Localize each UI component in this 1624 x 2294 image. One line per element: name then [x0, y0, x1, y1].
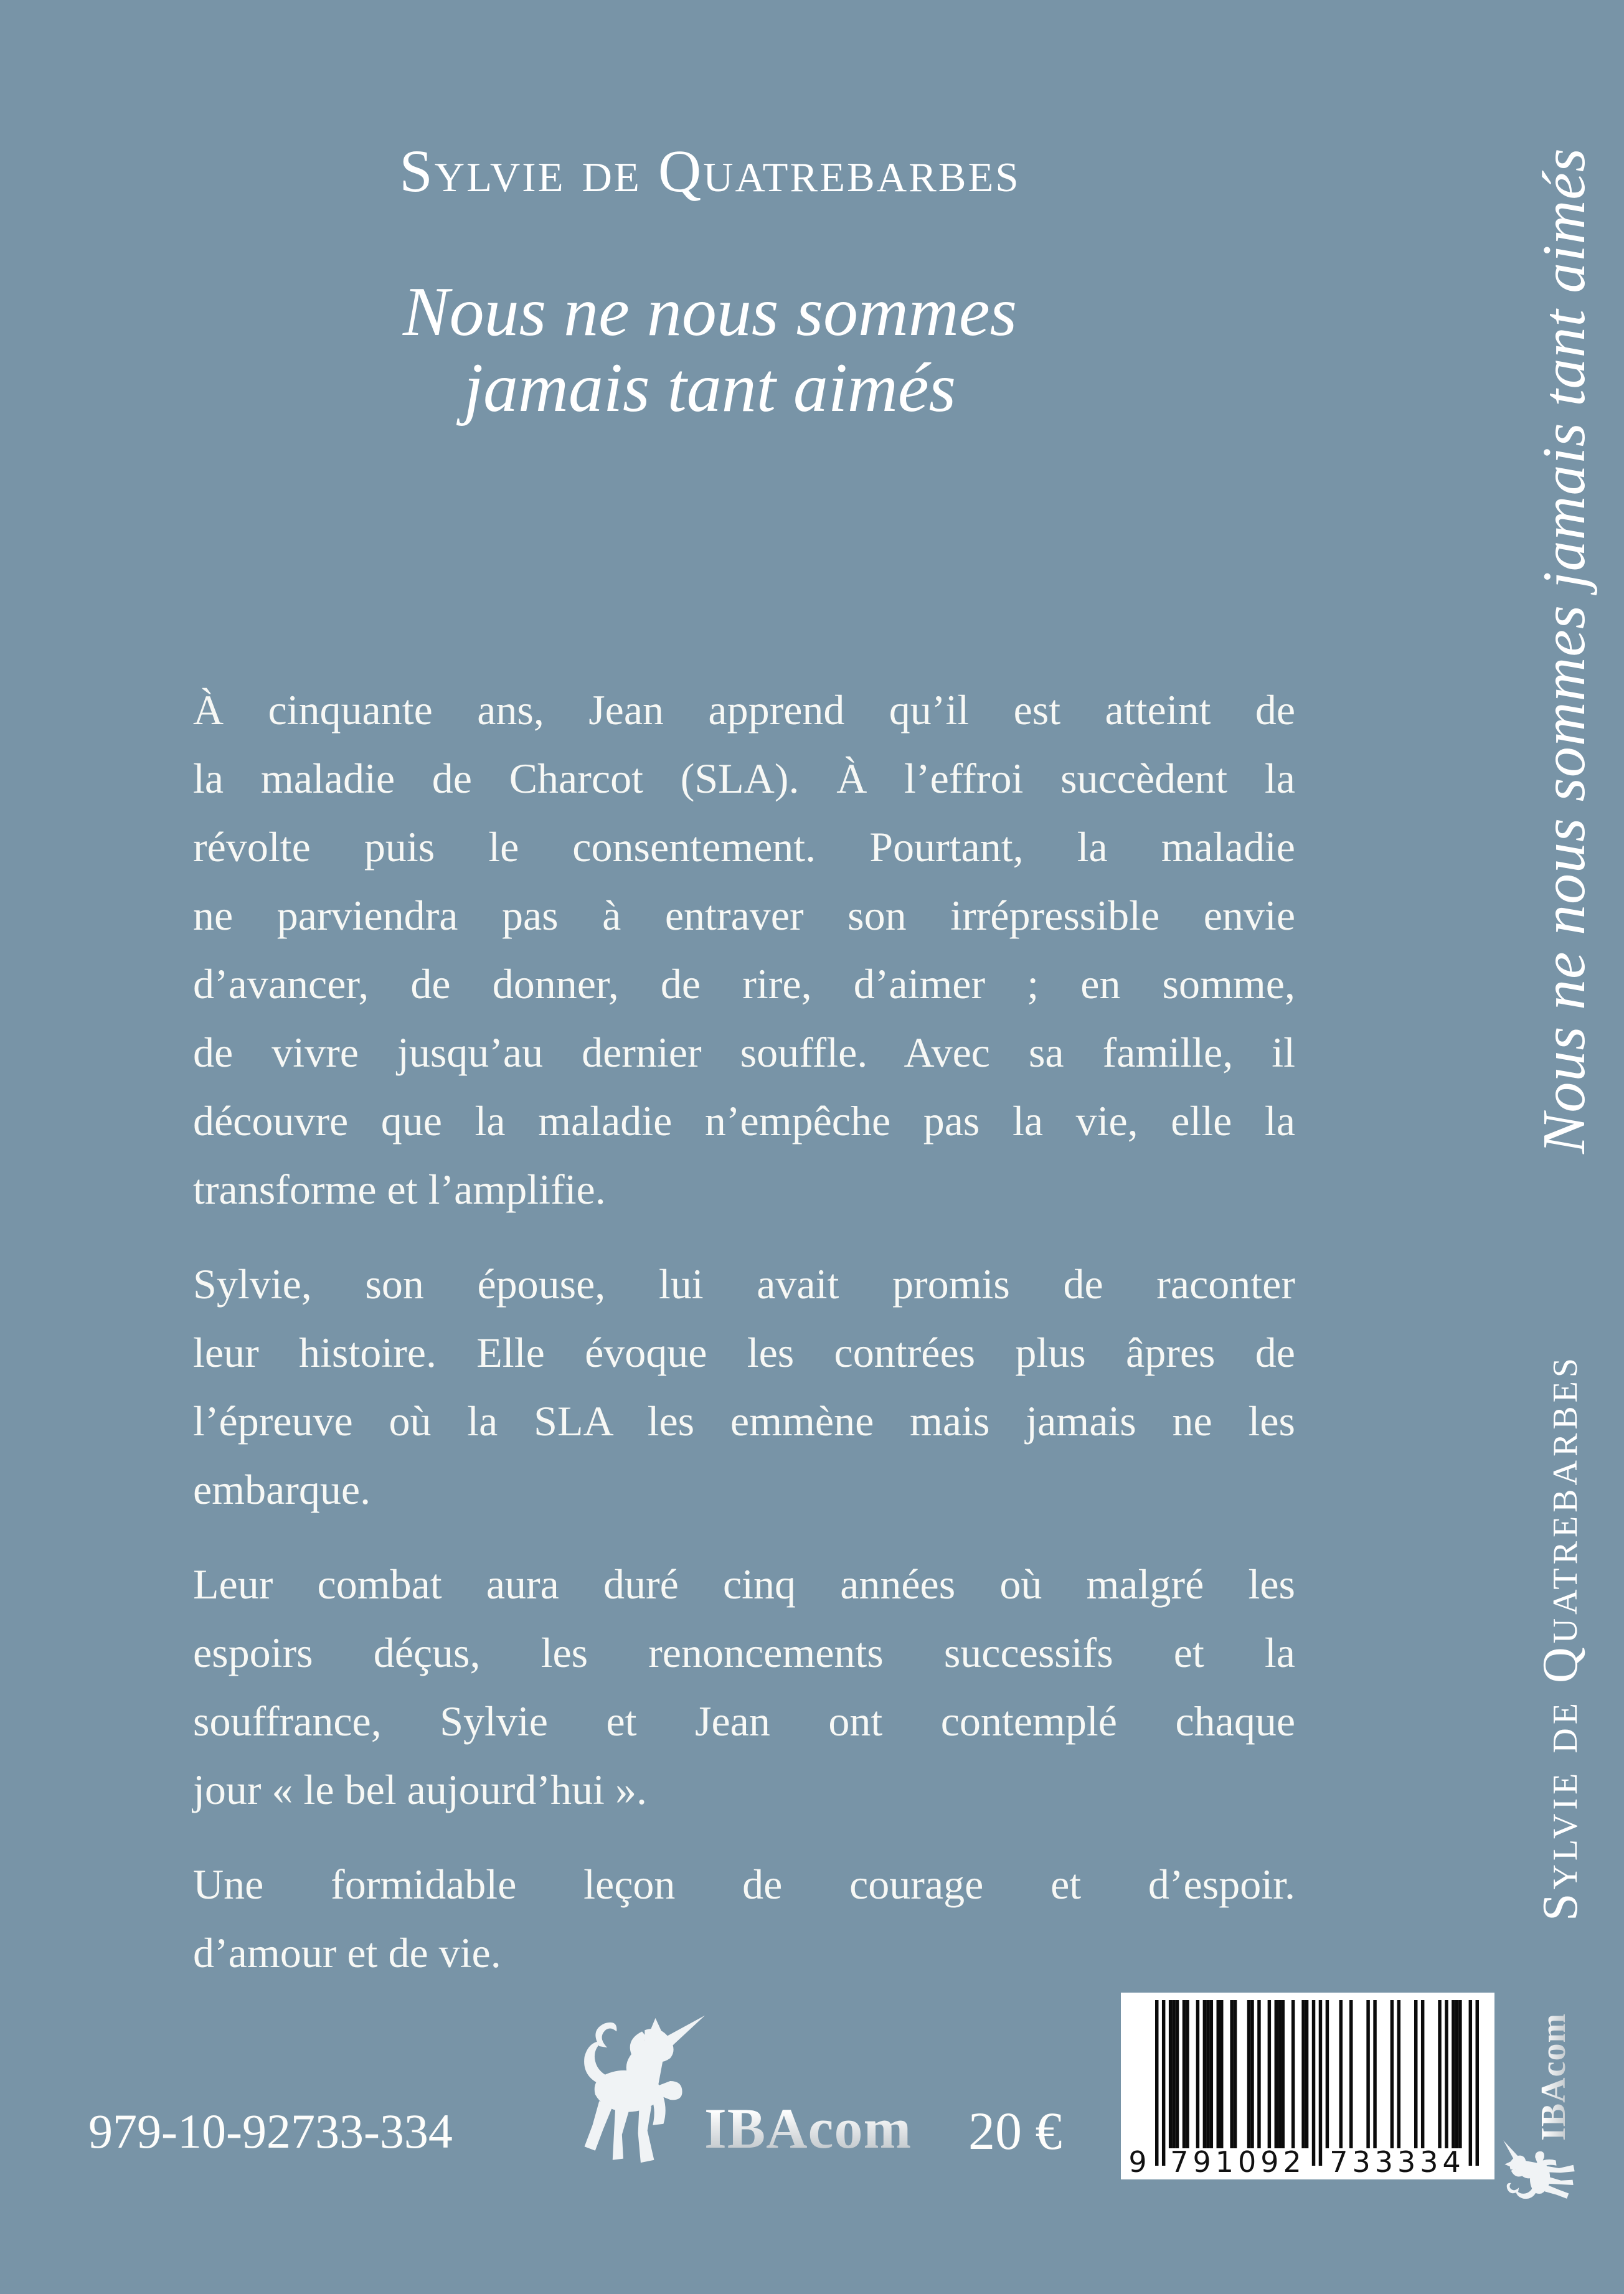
text-line: souffrance, Sylvie et Jean ont contemplé chaque [193, 1697, 1295, 1745]
text-line: d’avancer, de donner, de rire, d’aimer ; en somme, [193, 960, 1295, 1008]
unicorn-icon [579, 2010, 713, 2171]
text-line: découvre que la maladie n’empêche pas la vie, elle la [193, 1097, 1295, 1145]
text-line: embarque. [193, 1466, 371, 1513]
text-line: À cinquante ans, Jean apprend qu’il est atteint de [193, 686, 1295, 734]
back-cover-synopsis [193, 676, 1295, 2013]
spine-publisher-logo [1498, 2008, 1579, 2201]
publisher-name: IBAcom [704, 2097, 912, 2160]
spine-author: Sylvie de Quatrebarbes [1533, 1354, 1588, 1922]
front-author: Sylvie de Quatrebarbes [399, 138, 1021, 204]
front-title [193, 274, 1227, 426]
barcode-digits-right: 733334 [1329, 2145, 1465, 2179]
text-line: jour « le bel aujourd’hui ». [193, 1766, 647, 1813]
barcode-digits-left: 791092 [1170, 2145, 1306, 2179]
text-line: la maladie de Charcot (SLA). À l’effroi succèdent la [193, 755, 1295, 802]
text-line: Une formidable leçon de courage et d’espoir. [193, 1861, 1295, 1908]
publisher-logo [579, 2010, 912, 2171]
body-paragraph [193, 1850, 1295, 1987]
unicorn-icon [1501, 2136, 1579, 2201]
text-line: d’amour et de vie. [193, 1929, 501, 1976]
text-line: révolte puis le consentement. Pourtant, la maladie [193, 823, 1295, 871]
body-paragraph [193, 1250, 1295, 1524]
barcode [1121, 1993, 1494, 2179]
barcode-bars [1155, 2000, 1479, 2166]
text-line: Sylvie, son épouse, lui avait promis de raconter [193, 1260, 1295, 1308]
front-title-line-2: jamais tant aimés [463, 349, 956, 427]
text-line: ne parviendra pas à entraver son irrépressible envie [193, 892, 1295, 939]
spine-title: Nous ne nous sommes jamais tant aimés [1531, 148, 1598, 1154]
text-line: leur histoire. Elle évoque les contrées plus âpres de [193, 1329, 1295, 1376]
text-line: transforme et l’amplifie. [193, 1166, 606, 1213]
price-text: 20 € [968, 2101, 1062, 2161]
front-title-line-1: Nous ne nous sommes [402, 273, 1017, 351]
publisher-name: IBAcom [1534, 2013, 1573, 2141]
text-line: l’épreuve où la SLA les emmène mais jamais ne les [193, 1397, 1295, 1445]
text-line: Leur combat aura duré cinq années où malgré les [193, 1560, 1295, 1608]
text-line: espoirs déçus, les renoncements successifs et la [193, 1629, 1295, 1676]
barcode-digit-lead: 9 [1128, 2145, 1147, 2179]
text-line: de vivre jusqu’au dernier souffle. Avec sa famille, il [193, 1029, 1295, 1076]
body-paragraph [193, 1550, 1295, 1824]
isbn-text: 979-10-92733-334 [88, 2104, 453, 2158]
body-paragraph [193, 676, 1295, 1224]
